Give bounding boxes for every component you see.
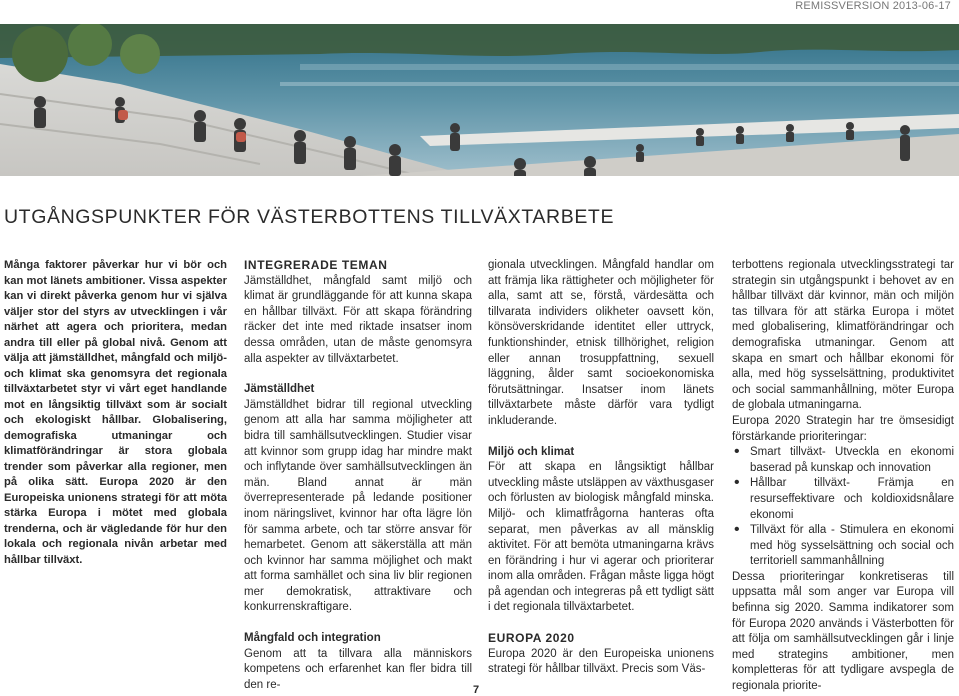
diversity-paragraph: Genom att ta tillvara alla människors kompetens och erfarenhet kan fler bidra till den re-: [244, 647, 472, 691]
equality-heading: Jämställdhet: [244, 383, 315, 396]
diversity-continuation: gionala utvecklingen. Mångfald handlar om att främja lika rättigheter och möjligheter för alla, samt att se, förstå, värdesätta och tillvarata individers olikheter oavsett kön, könsöverskridande identitet eller uttryck, funktionshinder, etnisk tillhörighet, religion eller annan trosuppfattning, sexuell läggning, ålder samt socioekonomiska förutsättningar. Insatser inom länets tillväxtarbete måste därför vara tydligt inkluderande.: [488, 259, 714, 427]
priorities-paragraph: Dessa prioriteringar konkretiseras till uppsatta mål som anger var Europa vill befinna sig 2020. Samma indikatorer som för Europa 2020 används i Västerbotten för att följa om samhällsutvecklingen går i linje med strategins ambitioner, men kompletteras för att tydligare avspegla de regionala priorite-: [732, 570, 954, 693]
europa-column: [732, 258, 954, 695]
priorities-list: [732, 445, 954, 570]
europa-priorities-intro: Europa 2020 Strategin har tre ömsesidigt förstärkande prioriteringar:: [732, 414, 954, 443]
waterfront-photo: [0, 24, 959, 176]
diversity-heading: Mångfald och integration: [244, 632, 381, 645]
intro-column: [4, 258, 227, 568]
page-number: 7: [473, 684, 480, 696]
intro-paragraph: Många faktorer påverkar hur vi bör och kan mot länets ambitioner. Vissa aspekter kan vi direkt påverka genom hur vi själva väljer stor del styrs av utvecklingen i vår närhet att agera och prioritera, medan andra till eller på global nivå. Genom att välja att jämställdhet, mångfald och miljö- och klimat ska genomsyra det regionala tillväxtarbetet styr vi vårt eget handlande mot en långsiktig tillväxt som är socialt och ekologiskt hållbar. Globalisering, demografiska utmaningar och klimatförändringar är stora globala trender som påverkar alla regioner, men på olika sätt. Europa 2020 är den Europeiska unionens strategi för att möta stärka Europa i mötet med globala trenderna, och är vägledande för hur den lokala och regionala nivån arbetar med hållbar tillväxt.: [4, 259, 227, 566]
list-item: • Tillväxt för alla - Stimulera en ekonomi med hög sysselsättning och social och territoriell sammanhållning: [732, 523, 954, 570]
europa-continuation: terbottens regionala utvecklingsstrategi tar strategin sin utgångspunkt i behovet av en hållbar tillväxt där kvinnor, män och miljön tas tillvara för att stärka Europa i mötet med globalisering, klimatförändringar och demografiska utmaningar. Genom att skapa en smart och hållbar ekonomi för alla, med hög sysselsättning, produktivitet och social sammanhållning, möter Europa de globala utmaningarna.: [732, 259, 954, 412]
waterfront-photo-illustration: [0, 24, 959, 176]
europa-2020-heading: EUROPA 2020: [488, 631, 575, 646]
environment-column: [488, 258, 714, 678]
page-title: UTGÅNGSPUNKTER FÖR VÄSTERBOTTENS TILLVÄXTARBETE: [4, 206, 615, 228]
integrated-themes-intro: Jämställdhet, mångfald samt miljö och klimat är grundläggande för att kunna skapa en hållbar tillväxt. För att skapa förändring räcker det inte med riktade insatser inom dessa områden, utan de måste genomsyra alla aspekter av tillväxtarbetet.: [244, 274, 472, 365]
integrated-themes-heading: INTEGRERADE TEMAN: [244, 258, 388, 272]
document-version-tag: REMISSVERSION 2013-06-17: [795, 0, 951, 12]
equality-paragraph: Jämställdhet bidrar till regional utveckling genom att alla har samma möjligheter att bidra till samhällsutvecklingen. Studier visar att kvinnor som grupp idag har mindre makt och inflytande över samhällsutvecklingen än män. Bland annat är män överrepresenterade på ledande positioner inom näringslivet, kvinnor har ofta lägre lön för samma arbete, och tar större ansvar för hemarbetet. Genom att säkerställa att män och kvinnor har samma möjlighet och makt att forma samhället och sina liv blir regionen mer demokratisk, attraktivare och konkurrenskraftigare.: [244, 398, 472, 614]
europa-2020-paragraph: Europa 2020 är den Europeiska unionens strategi för hållbar tillväxt. Precis som Väs-: [488, 647, 714, 676]
list-item: • Smart tillväxt- Utveckla en ekonomi baserad på kunskap och innovation: [732, 445, 954, 476]
environment-heading: Miljö och klimat: [488, 445, 575, 458]
integrated-themes-column: [244, 258, 472, 693]
list-item: • Hållbar tillväxt- Främja en resurseffektivare och koldioxidsnålare ekonomi: [732, 476, 954, 523]
environment-paragraph: För att skapa en långsiktigt hållbar utveckling måste utsläppen av växthusgaser och förlusten av biologisk mångfald minska. Miljö- och klimatfrågorna hanteras ofta separat, men påverkas av all mänsklig aktivitet. För att bemöta utmaningarna krävs en förändring i hur vi agerar och prioriterar inom alla områden. Frågan måste ligga högt på agendan och integreras på ett tydligt sätt i det regionala tillväxtarbetet.: [488, 461, 714, 614]
